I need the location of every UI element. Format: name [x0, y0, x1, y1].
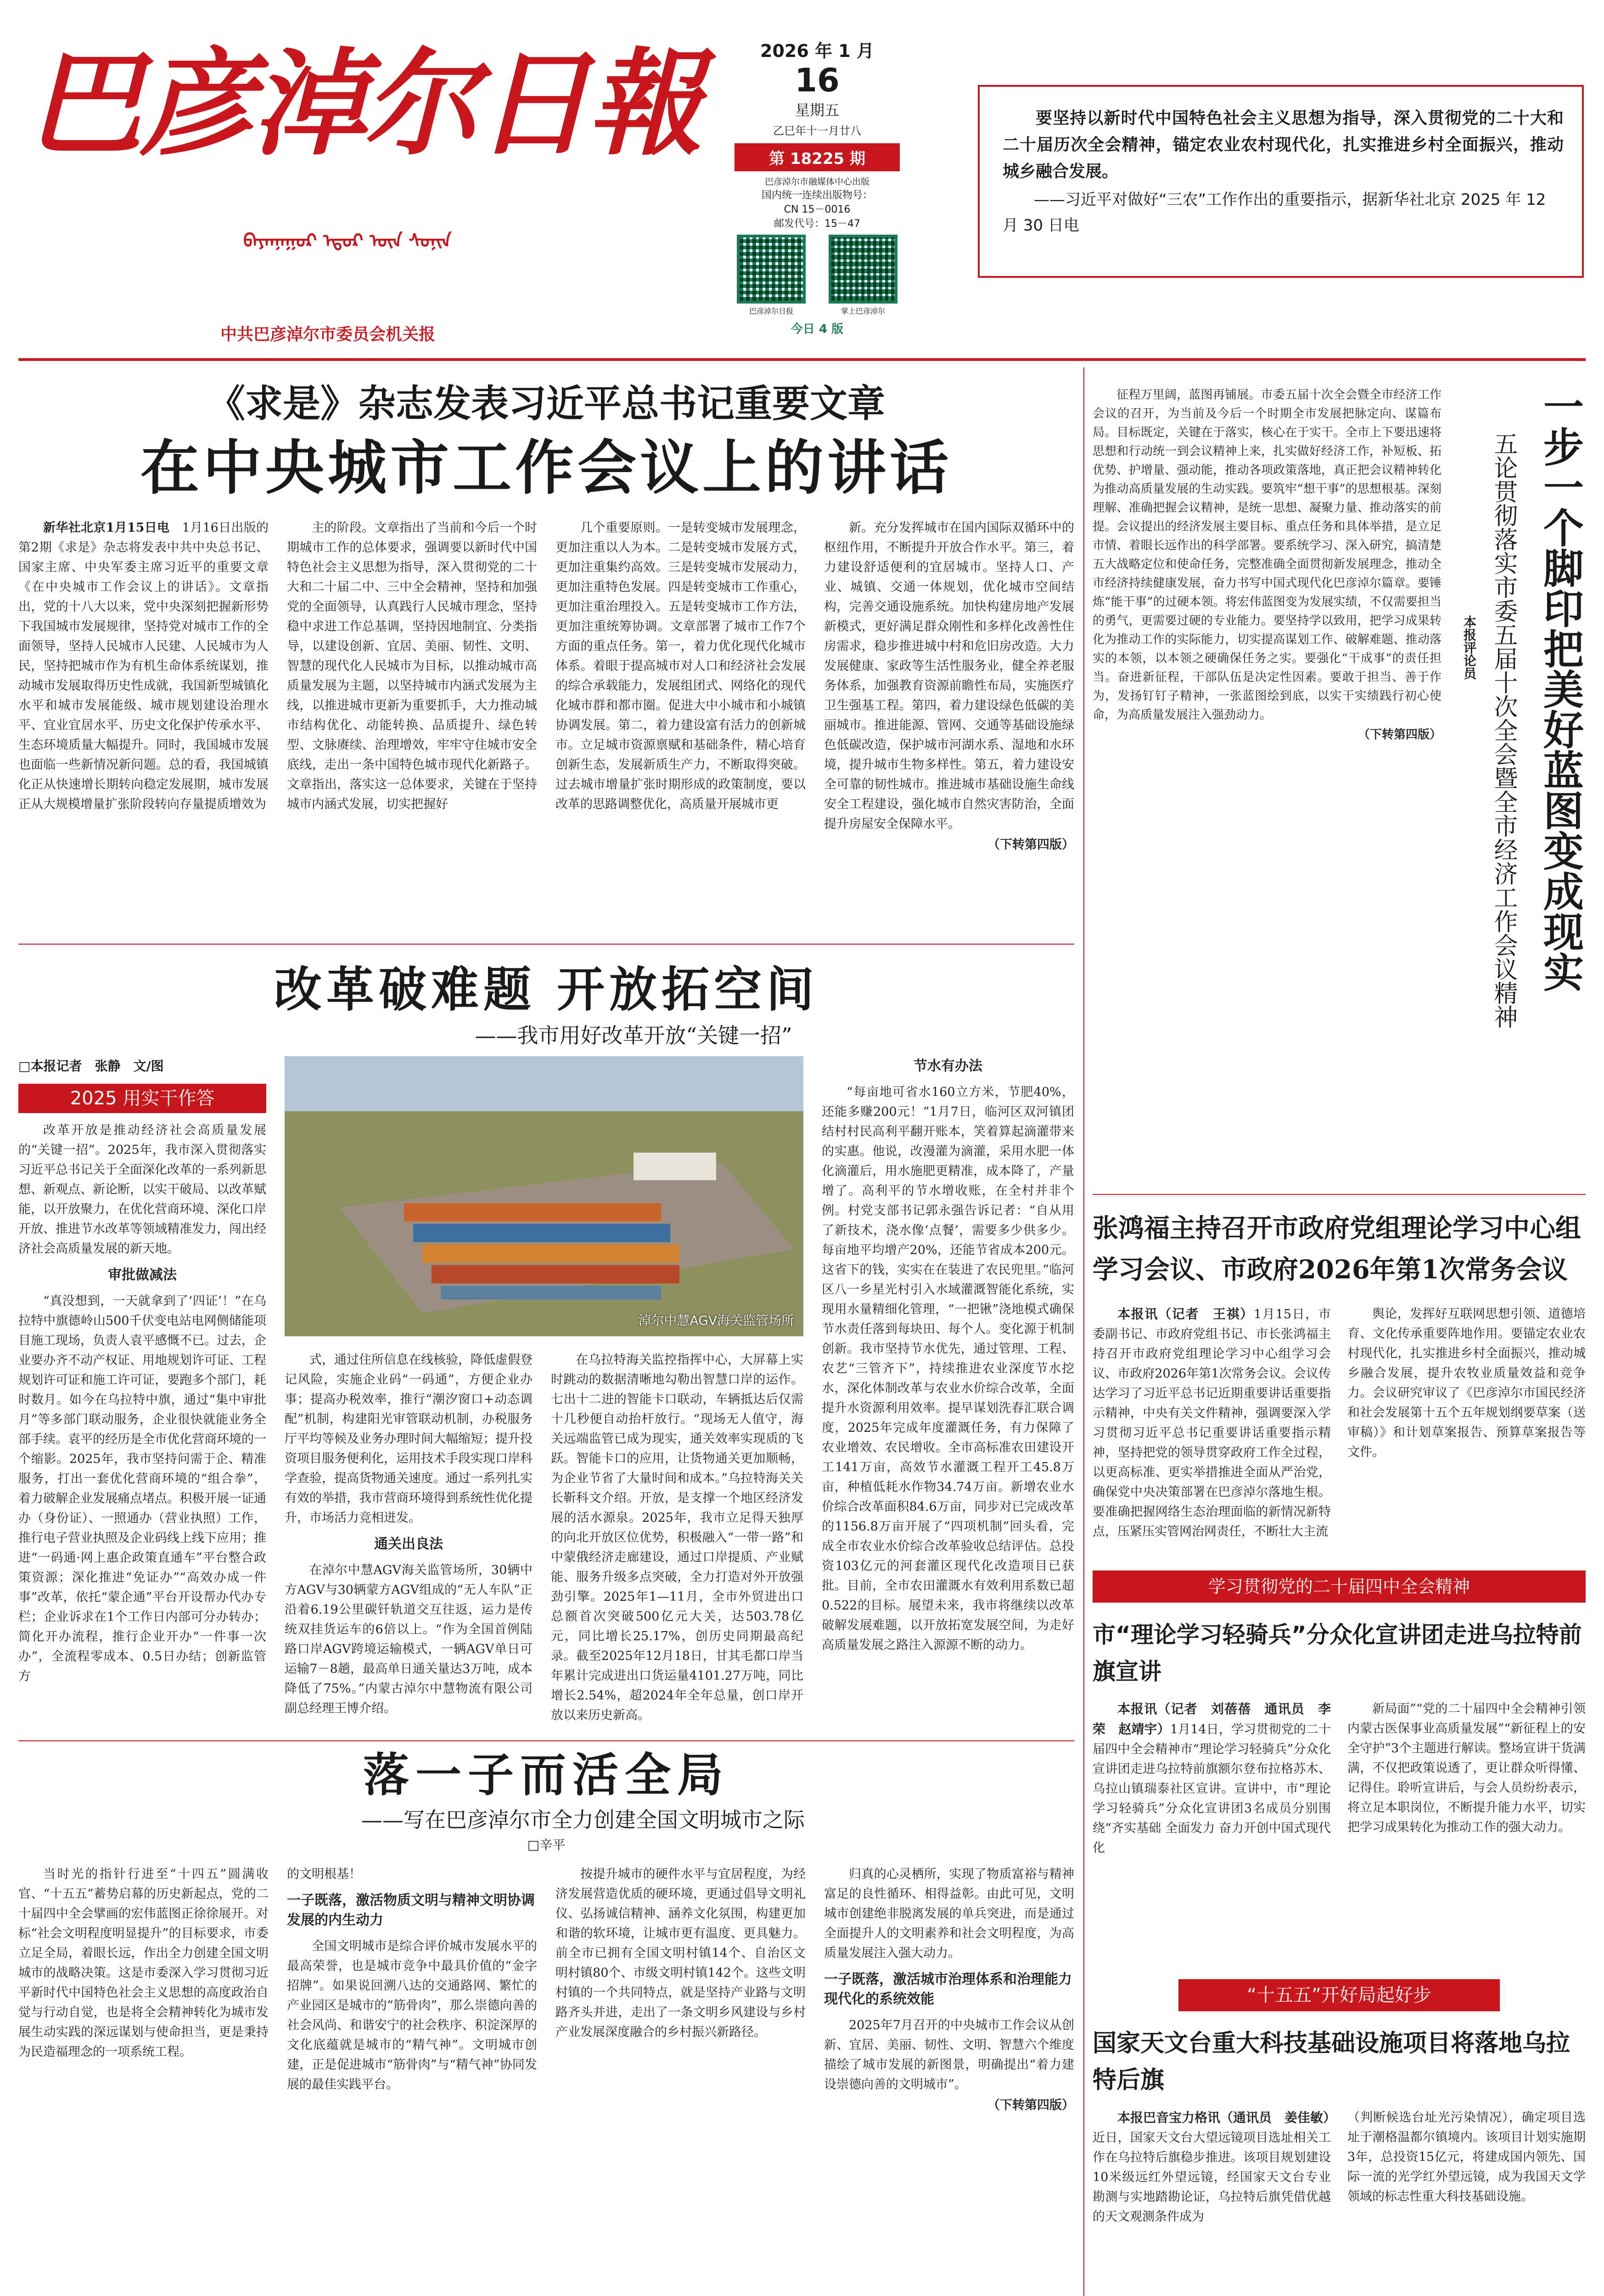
commentary	[1093, 367, 1588, 1244]
issue-cn: CN 15－0016	[784, 204, 851, 215]
reform-byline: □本报记者 张静 文/图	[18, 1058, 164, 1074]
observatory-col2: （判断候选台址光污染情况），确定项目选址于潮格温都尔镇境内。该项目计划实施期3年，总投资15亿元，将建成国内领先、国际一流的光学红外望远镜，成为我国天文学领域的标志性重大科技基础设施。	[1347, 2110, 1586, 2204]
campaign-article	[1093, 1570, 1586, 1947]
observatory-byline: 本报巴音宝力格讯（通讯员 姜佳敏）	[1117, 2110, 1336, 2125]
campaign-byline: 本报讯（记者 刘蓓蓓 通讯员 李荣 赵靖宇）	[1093, 1701, 1331, 1737]
issue-panel	[725, 28, 909, 349]
observatory-headline: 国家天文台重大科技基础设施项目将落地乌拉特后旗	[1093, 2030, 1570, 2094]
qr-label: 掌上巴彦淖尔	[841, 307, 885, 315]
issue-postal: 邮发代号：15－47	[774, 218, 860, 230]
qr-label: 巴彦淖尔日报	[749, 307, 793, 315]
issue-cn-label: 国内统一连续出版物号：	[761, 190, 873, 201]
qr-code-app[interactable]	[826, 235, 900, 316]
civilized-article	[18, 1745, 1074, 2296]
qr-code-icon	[737, 235, 806, 304]
reform-col3: 在乌拉特海关监控指挥中心，大屏幕上实时跳动的数据清晰地勾勒出智慧口岸的运作。七出十二进的智能卡口联动，车辆抵达后仅需十几秒便自动抬杆放行。“现场无人值守，海关远端监管已成为现实，通关效率实现质的飞跃。智能卡口的应用，让货物通关更加顺畅，为企业节省了大量时间和成本。”乌拉特海关关长靳科文介绍。开放，是支撑一个地区经济发展的活水源泉。2025年，我市立足得天独厚的向北开放区位优势，积极融入“一带一路”和中蒙俄经济走廊建设，通过口岸提质、产业赋能、服务升级多点突破，全力打造对外开放强劲引擎。2025年1—11月，全市外贸进出口总额首次突破500亿元大关，达503.78亿元，同比增长25.17%，创历史同期最高纪录。截至2025年12月18日，甘其毛都口岸当年累计完成进出口货运量4101.27万吨，同比增长2.54%，超2024年全年总量，创口岸开放以来历史新高。	[551, 1353, 803, 1722]
section-rule	[1093, 1194, 1586, 1195]
meeting-byline: 本报讯（记者 王祺）	[1117, 1306, 1254, 1322]
reform-photo	[285, 1056, 803, 1336]
masthead-title: 巴彦淖尔日報	[28, 36, 700, 171]
meeting-col1: 1月15日，市委副书记、市政府党组书记、市长张鸿福主持召开市政府党组理论学习中心组学习会议、市政府2026年第1次常务会议。会议传达学习了习近平总书记近期重要讲话重要指示精神，中央有关文件精神，强调要深入学习贯彻习近平总书记重要讲话重要指示精神，坚持把党的领导贯穿政府工作全过程，以更高标准、更实举措推进全面从严治党，确保党中央决策部署在巴彦淖尔落地生根。要准确把握网络生态治理面临的新情况新特点，压紧压实管网治网责任，不断壮大主流	[1093, 1307, 1331, 1539]
reform-intro: 改革开放是推动经济社会高质量发展的“关键一招”。2025年，我市深入贯彻落实习近平总书记关于全面深化改革的一系列新思想、新观点、新论断，以实干破局、以改革赋能，以开放聚力，在优化营商环境、深化口岸开放、推进节水改革等领域精准发力，闯出经济社会高质量发展的新天地。	[18, 1123, 266, 1256]
reform-sub-approval: 审批做减法	[108, 1267, 177, 1283]
civilized-author: □辛平	[527, 1837, 566, 1852]
issue-year-month: 2026 年 1 月	[760, 41, 874, 61]
observatory-bar: “十五五”开好局起好步	[1178, 1979, 1500, 2011]
quote-box	[978, 85, 1584, 278]
meeting-col2: 舆论，发挥好互联网思想引领、道德培育、文化传承重要阵地作用。要锚定农业农村现代化，扎实推进乡村全面振兴，推动城乡融合发展，提升农牧业质量效益和竞争力。会议研究审议了《巴彦淖尔市国民经济和社会发展第十五个五年规划纲要草案（送审稿）》和计划草案报告、预算草案报告等文件。	[1347, 1307, 1586, 1459]
observatory-col1: 近日，国家天文台大望远镜项目选址相关工作在乌拉特后旗稳步推进。该项目规划建设10米级远红外望远镜，经国家天文台专业勘测与实地踏勘论证，乌拉特后旗凭借优越的天文观测条件成为	[1093, 2131, 1331, 2224]
lead-col2: 主的阶段。文章指出了当前和今后一个时期城市工作的总体要求，强调要以新时代中国特色社会主义思想为指导，深入贯彻党的二十大和二十届二中、三中全会精神，坚持和加强党的全面领导，认真践行人民城市理念，坚持稳中求进工作总基调，坚持因地制宜、分类指导，以建设创新、宜居、美丽、韧性、文明、智慧的现代化人民城市为目标，以推动城市高质量发展为主题，以坚持城市内涵式发展为主线，以推进城市更新为重要抓手，大力推动城市结构优化、动能转换、品质提升、绿色转型、文脉赓续、治理增效，牢牢守住城市安全底线，走出一条中国特色城市现代化新路子。文章指出，落实这一总体要求，关键在于坚持城市内涵式发展，切实把握好	[287, 521, 537, 811]
reform-col1: “真没想到，一天就拿到了‘四证’！”在乌拉特中旗德岭山500千伏变电站电网侧储能项目施工现场，负责人袁平感慨不已。过去，企业要办齐不动产权证、用地规划许可证、工程规划许可证和施工许可证，要跑多个部门，耗时数月。如今在乌拉特中旗，通过“集中审批月”等多部门联动服务，企业很快就能业务全部手续。袁平的经历是全市优化营商环境的一个缩影。2025年，我市坚持问需于企、精准服务，打出一套优化营商环境的“组合拳”，着力破解企业发展痛点堵点。积极开展一证通办（身份证）、一照通办（营业执照）工作，推行电子营业执照及企业码线上线下应用；推进“一码通·网上惠企政策直通车”平台整合政策资源；深化推进“免证办”“高效办成一件事”改革，依托“蒙企通”平台开设帮办代办专栏；企业诉求在1个工作日内部可分办转办；简化开办流程，推行企业开办“一件事一次办”，全流程零成本、0.5日办结；创新监管方	[18, 1294, 266, 1683]
quote-text: 要坚持以新时代中国特色社会主义思想为指导，深入贯彻党的二十大和二十届历次全会精神，锚定农业农村现代化，扎实推进乡村全面振兴，推动城乡融合发展。	[1003, 109, 1564, 181]
lead-col3: 几个重要原则。一是转变城市发展理念，更加注重以人为本。二是转变城市发展方式，更加注重集约高效。三是转变城市发展动力，更加注重特色发展。四是转变城市工作重心，更加注重治理投入。五是转变城市工作方法，更加注重统筹协调。文章部署了城市工作7个方面的重点任务。第一，着力优化现代化城市体系。着眼于提高城市对人口和经济社会发展的综合承载能力，发展组团式、网络化的现代化城市群和都市圈。促进大中小城市和小城镇协调发展。第二，着力建设富有活力的创新城市。立足城市资源禀赋和基础条件，精心培育创新生态，发展新质生产力，不断取得突破。过去城市增量扩张时期形成的政策制度，要以改革的思路调整优化，高质量开展城市更	[555, 521, 806, 811]
campaign-col2: 新局面”“党的二十届四中全会精神引领内蒙古医保事业高质量发展”“新征程上的安全守护”3个主题进行解读。整场宣讲干货满满，不仅把政策说透了，更让群众听得懂、记得住。聆听宣讲后，与会人员纷纷表示，将立足本职岗位，不断提升能力水平，切实把学习成果转化为推动工作的强大动力。	[1347, 1702, 1586, 1835]
reform-col2b: 在淖尔中慧AGV海关监管场所，30辆中方AGV与30辆蒙方AGV组成的“无人车队”正沿着6.19公里碳钎轨道交互往返，运力是传统双挂货运车的6倍以上。“作为全国首例陆路口岸AGV跨境运输模式，一辆AGV单日可运输7－8趟，最高单日通关量达3万吨，成本降低了75%。”内蒙古淖尔中慧物流有限公司副总经理王博介绍。	[285, 1563, 533, 1716]
issue-weekday: 星期五	[795, 101, 839, 119]
lead-dateline: 新华社北京1月15日电	[43, 521, 170, 535]
lead-col4: 新。充分发挥城市在国内国际双循环中的枢纽作用，不断提升开放合作水平。第三，着力建设舒适便利的宜居城市。坚持人口、产业、城镇、交通一体规划，优化城市空间结构，完善交通设施系统。加快构建房地产发展新模式，更好满足群众刚性和多样化改善性住房需求，稳步推进城中村和危旧房改造。大力发展健康、家政等生活性服务业，健全养老服务体系，加强教育资源前瞻性布局，实施医疗卫生强基工程。第四，着力建设绿色低碳的美丽城市。推进能源、管网、交通等基础设施绿色低碳改造，保护城市河湖水系、湿地和水环境，提升城市生物多样性。第五，着力建设安全可靠的韧性城市。推进城市基础设施生命线安全工程建设，强化城市自然灾害防治，全面提升房屋安全保障水平。	[824, 521, 1074, 831]
agv-yard-image	[285, 1056, 803, 1336]
qr-code-newspaper[interactable]	[735, 235, 808, 316]
commentary-title-text: 一步一个脚印把美好蓝图变成现实	[1537, 386, 1584, 992]
civilized-sub2: 一子既落，激活城市治理体系和治理能力现代化的系统效能	[824, 1971, 1072, 2007]
masthead	[28, 18, 707, 344]
lead-article	[18, 367, 1074, 941]
commentary-author-text: 本报评论员	[1462, 615, 1477, 680]
sponsor-line: 中共巴彦淖尔市委员会机关报	[220, 325, 436, 344]
reform-sub-water: 节水有办法	[914, 1058, 982, 1074]
pages-today: 今日 4 版	[791, 322, 844, 336]
civilized-continued: （下转第四版）	[987, 2098, 1074, 2112]
reform-headline: 改革破难题 开放拓空间	[274, 961, 819, 1018]
qr-code-icon	[829, 235, 897, 304]
commentary-continued: （下转第四版）	[1357, 728, 1441, 742]
campaign-headline: 市“理论学习轻骑兵”分众化宣讲团走进乌拉特前旗宣讲	[1093, 1621, 1582, 1685]
reform-sub-customs: 通关出良法	[374, 1536, 443, 1552]
campaign-bar: 学习贯彻党的二十届四中全会精神	[1093, 1570, 1586, 1603]
issue-publisher: 巴彦淖尔市融媒体中心出版	[764, 177, 869, 187]
lead-continued: （下转第四版）	[987, 838, 1074, 852]
civilized-subhead: ——写在巴彦淖尔市全力创建全国文明城市之际	[361, 1807, 805, 1832]
reform-col2: 式，通过住所信息在线核验，降低虚假登记风险，实施企业码“一码通”，方便企业办事；提高办税效率，推行“潮汐窗口+动态调配”机制，构建阳光审管联动机制，办税服务厅平均等候及业务办理时间大幅缩短；提升投资项目服务便利化，运用技术手段实现口岸科学查验，提高货物通关速度。通过一系列扎实有效的举措，我市营商环境得到系统性优化提升，市场活力竞相迸发。	[285, 1353, 533, 1525]
meeting-headline: 张鸿福主持召开市政府党组理论学习中心组学习会议、市政府2026年第1次常务会议	[1093, 1213, 1581, 1285]
section-rule	[18, 1740, 1074, 1741]
lead-kicker: 《求是》杂志发表习近平总书记重要文章	[207, 382, 885, 426]
commentary-subtitle-text: 五论贯彻落实市委五届十次全会暨全市经济工作会议精神	[1490, 432, 1517, 1029]
issue-number: 第 18225 期	[735, 143, 900, 171]
quote-source: ——习近平对做好“三农”工作作出的重要指示，据新华社北京 2025 年 12 月 30 日电	[1003, 191, 1546, 235]
civilized-col4: 归真的心灵栖所，实现了物质富裕与精神富足的良性循环、相得益彰。由此可见，文明城市创建绝非脱离发展的单兵突进，而是通过全面提升人的文明素养和社会文明程度，为高质量发展注入强大动力。	[824, 1867, 1074, 1960]
civilized-col3: 按提升城市的硬件水平与宜居程度，为经济发展营造优质的硬环境，更通过倡导文明礼仪、弘扬诚信精神、涵养文化氛围，构建更加和谐的软环境，让城市更有温度、更具魅力。前全市已拥有全国文明村镇14个、自治区文明村镇80个、市级文明村镇142个。这些文明村镇的一个共同特点，就是坚持产业路与文明路齐头并进，走出了一条文明乡风建设与乡村产业发展深度融合的乡村振兴新路径。	[555, 1867, 806, 2039]
reform-subhead: ——我市用好改革开放“关键一招”	[475, 1023, 792, 1048]
issue-day: 16	[795, 62, 840, 99]
column-rule	[1083, 367, 1084, 2296]
section-rule	[18, 944, 1074, 945]
issue-lunar: 乙巳年十一月廿八	[773, 124, 861, 137]
civilized-col2: 的文明根基！	[287, 1867, 361, 1881]
commentary-title	[1533, 386, 1584, 992]
civilized-col4b: 2025年7月召开的中央城市工作会议从创新、宜居、美丽、韧性、文明、智慧六个维度描绘了城市发展的新图景，明确提出“着力建设崇德向善的文明城市”。	[824, 2018, 1074, 2092]
reform-col4: “每亩地可省水160立方米，节肥40%，还能多赚200元！”1月7日，临河区双河镇团结村村民高利平翻开账本，笑着算起滴灌带来的实惠。他说，改漫灌为滴灌，采用水肥一体化滴灌后，用水施肥更精准，成本降了，产量增了。高利平的节水增收账，在全村并非个例。村党支部书记郭永强告诉记者：“自从用了新技术，浇水像‘点餐’，需要多少供多少。每亩地平均增产20%，还能节省成本200元。这省下的钱，实实在在装进了农民兜里。”临河区八一乡星光村引入水域灌溉智能化系统，实现用水量精细化管理，“一把锹”浇地模式确保节水责任落到每块田、每个人。变化源于机制创新。我市坚持节水优先，通过管理、工程、农艺“三管齐下”，持续推进农业深度节水挖水，深化体制改革与农业水价综合改革，全面提升水资源利用效率。提早谋划洗春汇联合调度，2025年完成年度灌溉任务，有力保障了农业增效、农民增收。全市高标准农田建设开工141万亩，高效节水灌溉工程开工45.8万亩，种植低耗水作物34.74万亩。新增农业水价综合改革面积84.6万亩，同步对已完成改革的1156.8万亩开展了“四项机制”回头看，完成全市农业水价综合改革验收总结评估。总投资103亿元的河套灌区现代化改造项目已获批。目前，全市农田灌溉水有效利用系数已超0.522的目标。展望未来，我市将继续以改革破解发展难题，以开放拓宽发展空间，为走好高质量发展之路注入源源不断的动力。	[822, 1085, 1074, 1652]
lead-col1: 1月16日出版的第2期《求是》杂志将发表中共中央总书记、国家主席、中央军委主席习近平的重要文章《在中央城市工作会议上的讲话》。文章指出，党的十八大以来，党中央深刻把握新形势下我国城市发展规律，坚持党对城市工作的全面领导，坚持人民城市人民建、人民城市为人民，坚持把城市作为有机生命体系统谋划，推动城市发展取得历史性成就，我国新型城镇化水平和城市发展能级、城市规划建设治理水平、宜业宜居水平、历史文化保护传承水平、生态环境质量大幅提升。同时，我国城市发展也面临一些新情况新问题。总的看，我国城镇化正从快速增长期转向稳定发展期，城市发展正从大规模增量扩张阶段转向存量提质增效为	[18, 521, 269, 811]
campaign-col1: 1月14日，学习贯彻党的二十届四中全会精神市“理论学习轻骑兵”分众化宣讲团走进乌拉特前旗额尔登布拉格苏木、乌拉山镇瑞泰社区宣讲。宣讲中，市“理论学习轻骑兵”分众化宣讲团3名成员分别围绕“齐实基础 全面发力 奋力开创中国式现代化	[1093, 1722, 1331, 1855]
mongolian-title: ᠪᠠᠶᠠᠨᠨᠠᠭᠤᠷ ᠡᠳᠦᠷ ᠦᠨ ᠰᠣᠨᠢᠨ	[243, 231, 452, 252]
observatory-article	[1093, 1979, 1586, 2296]
lead-headline: 在中央城市工作会议上的讲话	[140, 434, 952, 502]
commentary-author	[1460, 615, 1478, 680]
civilized-headline: 落一子而活全局	[363, 1748, 729, 1802]
reform-feature	[18, 951, 1074, 1736]
civilized-col1: 当时光的指针行进至“十四五”圆满收官、“十五五”蓄势启幕的历史新起点，党的二十届四中全会擘画的宏伟蓝图正徐徐展开。对标“社会文明程度明显提升”的目标要求，市委立足全局，着眼长远，作出全力创建全国文明城市的战略决策。这是市委深入学习贯彻习近平新时代中国特色社会主义思想的高度政治自觉与行动自觉，也是将全会精神转化为城市发展生动实践的深远谋划与使命担当，更是秉持为民造福理念的一项系统工程。	[18, 1867, 269, 2059]
masthead-rule	[18, 358, 1586, 361]
commentary-subtitle	[1487, 432, 1520, 1029]
civilized-col2b: 全国文明城市是综合评价城市发展水平的最高荣誉，也是城市竞争中最具价值的“金字招牌”。如果说回溯八达的交通路网、繁忙的产业园区是城市的“筋骨肉”，那么崇德向善的社会风尚、和谐安宁的社会秩序、积淀深厚的文化底蕴就是城市的“精气神”。文明城市创建，正是促进城市“筋骨肉”与“精气神”协同发展的最佳实践平台。	[287, 1939, 537, 2092]
photo-caption: 淖尔中慧AGV海关监管场所	[638, 1313, 794, 1328]
reform-tag: 2025 用实干作答	[18, 1084, 266, 1113]
commentary-text: 征程万里阔，蓝图再铺展。市委五届十次全会暨全市经济工作会议的召开，为当前及今后一个时期全市发展把脉定向、谋篇布局。目标既定，关键在于落实，核心在于实干。全市上下要迅速将思想和行动统一到会议精神上来，扎实做好经济工作，补短板、拓优势、护增量、强动能，推动各项政策落地，真正把会议精神转化为推动高质量发展的生动实践。要筑牢“想干事”的思想根基。深刻理解、准确把握会议精神，是统一思想、凝聚力量、推动落实的前提。会议提出的经济发展主要目标、重点任务和具体举措，是立足市情、着眼长远作出的科学部署。要系统学习、深入研究，搞清楚五大战略定位和使命任务，完整准确全面贯彻新发展理念，推动全市经济持续健康发展，奋力书写中国式现代化巴彦淖尔篇章。要锤炼“能干事”的过硬本领。将宏伟蓝图变为发展实绩，不仅需要担当的勇气，更需要过硬的专业能力。要坚持学以致用，把学习成果转化为推动工作的实际能力，切实提高谋划工作、破解难题、推动落实的本领，以本领之硬确保任务之实。要强化“干成事”的责任担当。奋进新征程，干部队伍是决定性因素。要敢于担当、善于作为，发扬钉钉子精神，一张蓝图绘到底，以实干实绩践行初心使命，为高质量发展注入强劲动力。	[1093, 388, 1441, 722]
civilized-sub1: 一子既落，激活物质文明与精神文明协调发展的内生动力	[287, 1892, 535, 1928]
